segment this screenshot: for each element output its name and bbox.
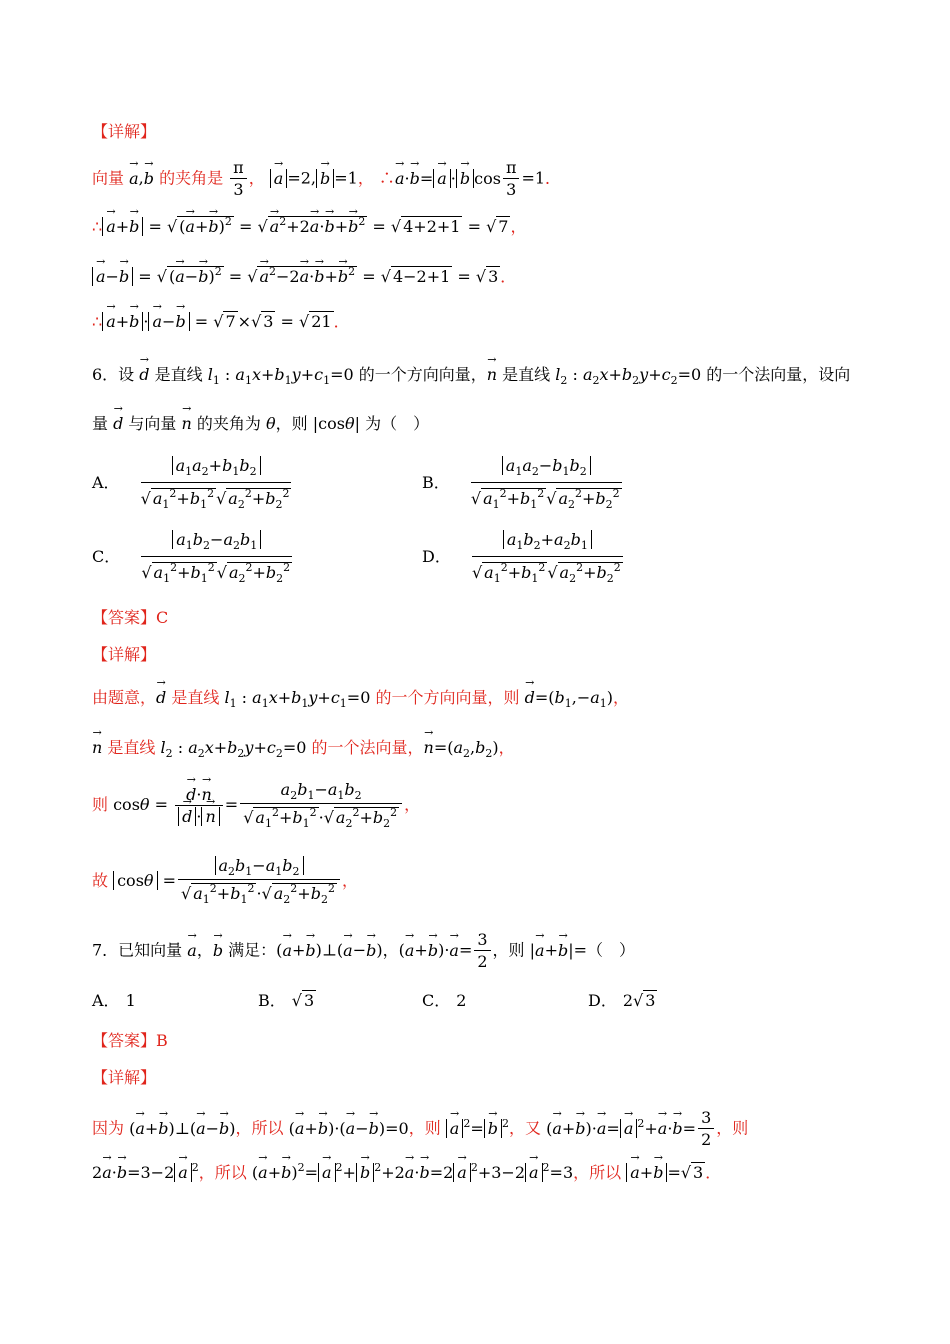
q7-detail-tag: 【详解】 bbox=[92, 1068, 157, 1087]
q6-solution-line-1: 由题意，→ d 是直线 $l_1$ : $a_1x+b_1y+c_1=0$ 的一个方向向量，则 → $d=(b_1,-a_1)$， bbox=[92, 690, 910, 709]
q6-option-d[interactable]: D． $a_1b_2+a_2b_1$ √ $a_1^2+b_1^2√$ $a_2^2+b_2^2$ bbox=[422, 530, 623, 585]
q6-detail-tag: 【详解】 bbox=[92, 645, 157, 664]
q7-option-d[interactable]: D． 2√ 3 bbox=[588, 988, 657, 1011]
q5-solution-line-1: 向量 → a,→ b 的夹角是 $\frac{\pi}{3}$ ， → a =2,→ b =1， ∴→ a·→ b=→ a ·→ b cos $\frac{\pi}{3}$ =1． bbox=[92, 160, 910, 198]
q6-option-a[interactable]: A． $a_1a_2+b_1b_2$ √ $a_1^2+b_1^2√$ $a_2^2+b_2^2$ bbox=[92, 456, 291, 511]
q7-answer-tag: 【答案】B bbox=[92, 1031, 168, 1050]
q5-solution-line-2: ∴→ a+→ b = √ (→ a+→ b)$^2$ = √ → $a^2+2\to a\cdot\to b+\to b^2$ = √ 4+2+1 = √ 7 ， bbox=[92, 216, 910, 235]
q6-option-c[interactable]: C． $a_1b_2-a_2b_1$ √ $a_1^2+b_1^2√$ $a_2^2+b_2^2$ bbox=[92, 530, 292, 585]
q7-stem: 7．已知向量 → a，→ b 满足：(→ a+→ b)⊥(→ a−→ b)，(→ a+→ b)·→ a= $\frac{3}{2}$ ，则 |→ a+→ b|=（ ） bbox=[92, 932, 910, 970]
q5-solution-line-4: ∴→ a+→ b ·→ a−→ b = √ 7 ×√ 3 = √ 21 ． bbox=[92, 314, 910, 330]
q6-solution-line-2: → n 是直线 $l_2$ : $a_2x+b_2y+c_2=0$ 的一个法向量，→ $n=(a_2,b_2)$， bbox=[92, 740, 910, 759]
q7-solution-line-2: 2→ a·→ b=3−2→ a $^2$，所以 (→ a+→ b)$^2$=→ a $^2$+→ b $^2$+2→ a·→ b=2→ a $^2$+3−2→ a $^2$=3，所以 → a+→ b =√ 3 ． bbox=[92, 1162, 910, 1181]
q7-solution-line-1: 因为 (→ a+→ b)⊥(→ a−→ b)，所以 (→ a+→ b)·(→ a−→ b)=0，则 → a $^2$=→ b $^2$，又 (→ a+→ b)·→ a=→ a $^2$+→ a·→ b= $\frac{3}{2}$ ，则 bbox=[92, 1110, 910, 1148]
q6-stem-line-2: 量 → d 与向量 → n 的夹角为 θ，则 |cosθ| 为（ ） bbox=[92, 416, 910, 432]
q6-option-b[interactable]: B． $a_1a_2-b_1b_2$ √ $a_1^2+b_1^2√$ $a_2^2+b_2^2$ bbox=[422, 456, 622, 511]
detail-tag: 【详解】 bbox=[92, 122, 157, 141]
q7-option-a[interactable]: A． 1 bbox=[92, 991, 136, 1010]
q7-option-b[interactable]: B．√ 3 bbox=[258, 988, 316, 1011]
q6-solution-line-4: 故 cosθ = $a_2b_1-a_1b_2$ √ $a_1^2+b_1^2$ ·√ $a_2^2+b_2^2$ ， bbox=[92, 858, 910, 905]
q6-stem-line-1: 6．设 → d 是直线 $l_1$ : $a_1x+b_1y+c_1=0$ 的一个方向向量，→ n 是直线 $l_2$ : $a_2x+b_2y+c_2=0$ 的一个法向量，设向 bbox=[92, 367, 910, 386]
q5-solution-line-3: → a−→ b = √ (→ a−→ b)$^2$ = √ → $a^2-2\to a\cdot\to b+\to b^2$ = √ 4−2+1 = √ 3 ． bbox=[92, 266, 910, 285]
q7-option-c[interactable]: C． 2 bbox=[422, 991, 467, 1010]
q6-answer-tag: 【答案】C bbox=[92, 608, 169, 627]
q6-solution-line-3: 则 cosθ = → d·→ n → d ·→ n = $a_2b_1-a_1b_2$ √ $a_1^2+b_1^2$ ·√ $a_2^2+b_2^2$ ， bbox=[92, 782, 910, 829]
